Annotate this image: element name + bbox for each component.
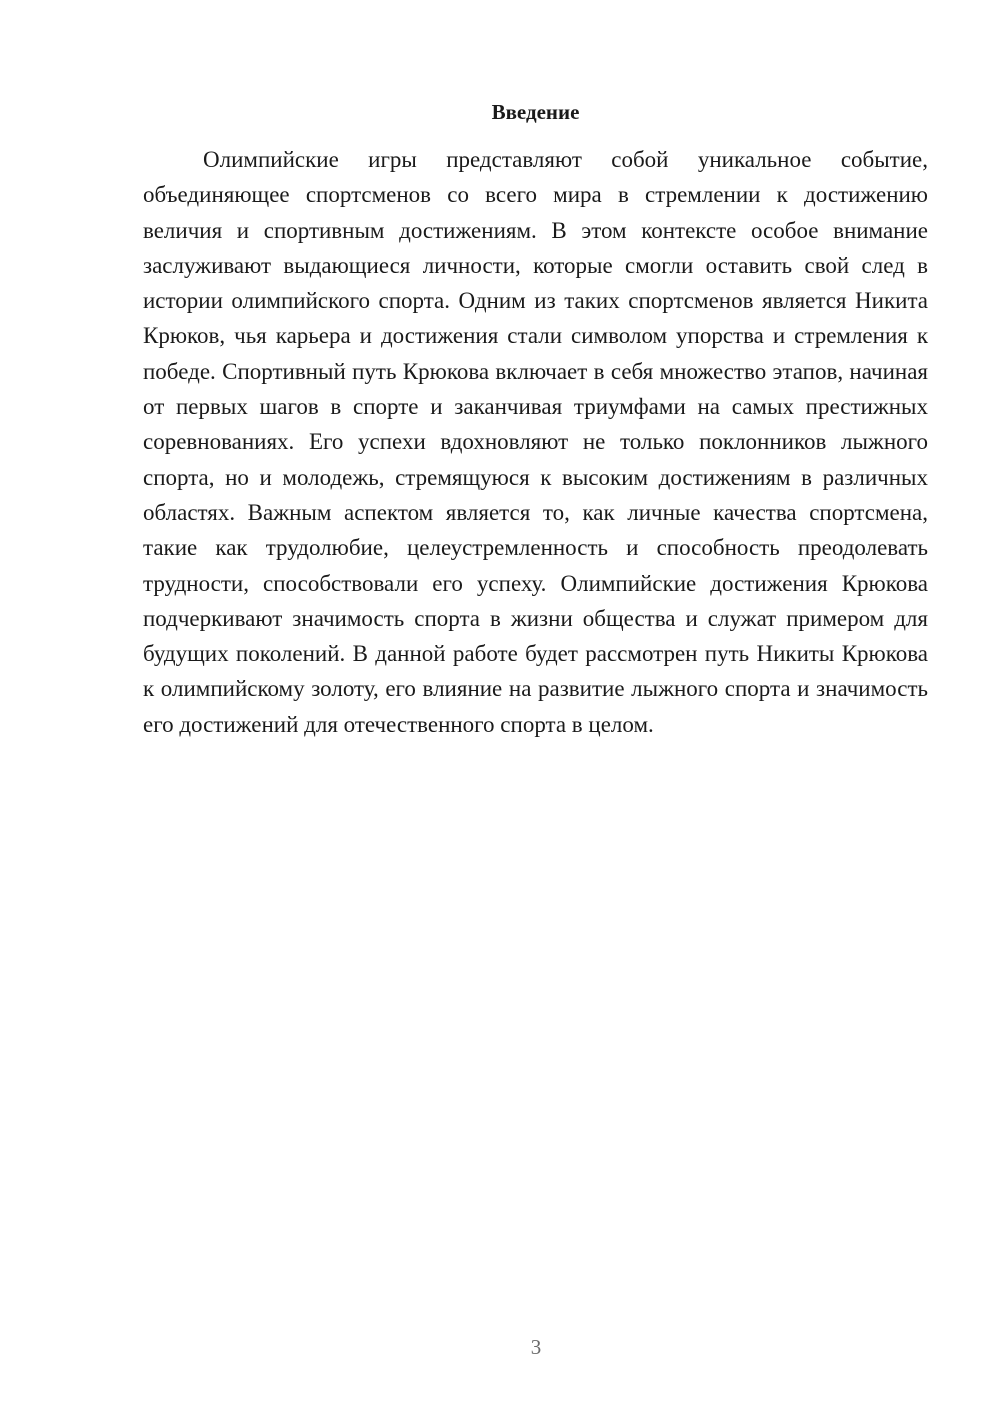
page-number: 3 [530, 1335, 542, 1359]
section-heading: Введение [491, 100, 580, 124]
body-paragraph: Олимпийские игры представляют собой уникальное событие, объединяющее спортсменов со всего мира в стремлении к достижению величия и спортивным достижениям. В этом контексте особое внимание заслуживают выдающиеся личности, которые смогли оставить свой след в истории олимпийского спорта. Одним из таких спортсменов является Никита Крюков, чья карьера и достижения стали символом упорства и стремления к победе. Спортивный путь Крюкова включает в себя множество этапов, начиная от первых шагов в спорте и заканчивая триумфами на самых престижных соревнованиях. Его успехи вдохновляют не только поклонников лыжного спорта, но и молодежь, стремящуюся к высоким достижениям в различных областях. Важным аспектом является то, как личные качества спортсмена, такие как трудолюбие, целеустремленность и способность преодолевать трудности, способствовали его успеху. Олимпийские достижения Крюкова подчеркивают значимость спорта в жизни общества и служат примером для будущих поколений. В данной работе будет рассмотрен путь Никиты Крюкова к олимпийскому золоту, его влияние на развитие лыжного спорта и значимость его достижений для отечественного спорта в целом. [143, 147, 928, 737]
